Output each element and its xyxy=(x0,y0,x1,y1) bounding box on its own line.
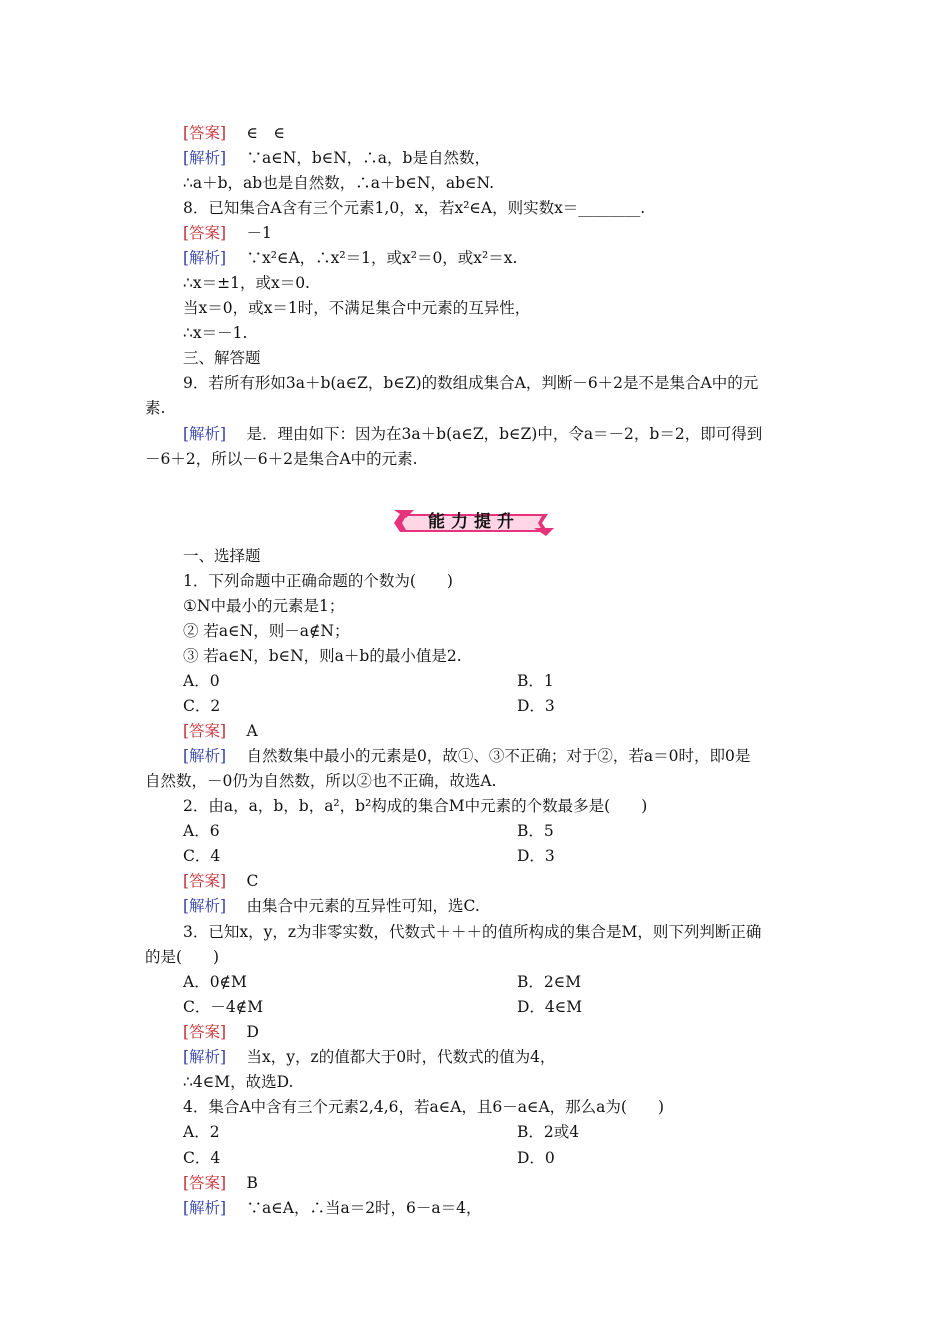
answer-tag: [答案] xyxy=(183,872,227,890)
q2-option-b: B．5 xyxy=(517,822,554,840)
q2-answer: C xyxy=(246,872,259,890)
q1-option-a: A．0 xyxy=(183,672,220,690)
q1-statement-3: ③ 若a∈N，b∈N，则a＋b的最小值是2. xyxy=(183,647,462,665)
q2-question: 2．由a，a，b，b，a²，b²构成的集合M中元素的个数最多是( ) xyxy=(183,797,648,815)
q2-option-c: C．4 xyxy=(183,847,221,865)
q4-answer: B xyxy=(246,1174,258,1192)
q3-question-2: 的是( ) xyxy=(145,948,220,966)
q8-analysis-line xyxy=(183,248,517,268)
analysis-tag: [解析] xyxy=(183,747,227,765)
answer-tag: [答案] xyxy=(183,1023,227,1041)
q4-option-d: D．0 xyxy=(517,1149,555,1167)
analysis-tag: [解析] xyxy=(183,149,227,167)
q4-question: 4．集合A中含有三个元素2,4,6，若a∈A，且6－a∈A，那么a为( ) xyxy=(183,1098,665,1116)
q1-option-b: B．1 xyxy=(517,672,554,690)
q8-answer-line xyxy=(183,223,272,243)
q3-option-c: C．－4∉M xyxy=(183,998,264,1016)
q9-analysis-1: 是．理由如下：因为在3a＋b(a∈Z，b∈Z)中，令a＝－2，b＝2，即可得到 xyxy=(246,425,763,443)
answer-tag: [答案] xyxy=(183,722,227,740)
answer-tag: [答案] xyxy=(183,124,227,142)
q4-option-a: A．2 xyxy=(183,1123,220,1141)
q1-analysis-line xyxy=(183,746,750,766)
q8-answer: －1 xyxy=(246,224,272,242)
section-heading-3: 三、解答题 xyxy=(183,349,261,367)
q4-analysis-1: ∵a∈A，∴当a＝2时，6－a＝4， xyxy=(246,1199,482,1217)
q1-option-d: D．3 xyxy=(517,697,555,715)
q3-answer-line xyxy=(183,1022,259,1042)
q3-option-a: A．0∉M xyxy=(183,973,247,991)
q7-answer-line xyxy=(183,123,285,143)
section-banner xyxy=(392,510,556,536)
q7-analysis-1: ∵a∈N，b∈N，∴a，b是自然数， xyxy=(246,149,490,167)
q1-answer: A xyxy=(246,722,258,740)
analysis-tag: [解析] xyxy=(183,1048,227,1066)
analysis-tag: [解析] xyxy=(183,425,227,443)
q7-analysis-2: ∴a＋b，ab也是自然数，∴a＋b∈N，ab∈N. xyxy=(183,174,495,192)
q2-option-d: D．3 xyxy=(517,847,555,865)
q7-answer: ∈ ∈ xyxy=(246,124,285,142)
q4-option-c: C．4 xyxy=(183,1149,221,1167)
q2-analysis-1: 由集合中元素的互异性可知，选C. xyxy=(246,897,480,915)
q8-analysis-2: ∴x＝±1，或x＝0. xyxy=(183,274,310,292)
q1-option-c: C．2 xyxy=(183,697,221,715)
q1-analysis-2: 自然数，－0仍为自然数，所以②也不正确，故选A. xyxy=(145,772,497,790)
q3-analysis-2: ∴4∈M，故选D. xyxy=(183,1073,294,1091)
q3-option-b: B．2∈M xyxy=(517,973,582,991)
q7-analysis-line xyxy=(183,148,490,168)
q9-analysis-2: －6＋2，所以－6＋2是集合A中的元素. xyxy=(145,450,418,468)
q2-option-a: A．6 xyxy=(183,822,220,840)
q1-analysis-1: 自然数集中最小的元素是0，故①、③不正确；对于②，若a＝0时，即0是 xyxy=(246,747,751,765)
q9-question-2: 素. xyxy=(145,399,166,417)
section-heading-1: 一、选择题 xyxy=(183,547,261,565)
analysis-tag: [解析] xyxy=(183,897,227,915)
q4-answer-line xyxy=(183,1173,258,1193)
q3-answer: D xyxy=(246,1023,259,1041)
q9-question-1: 9．若所有形如3a＋b(a∈Z，b∈Z)的数组成集合A，判断－6＋2是不是集合A中的元 xyxy=(183,374,759,392)
answer-tag: [答案] xyxy=(183,224,227,242)
q3-question-1: 3．已知x，y，z为非零实数，代数式＋＋＋的值所构成的集合是M，则下列判断正确 xyxy=(183,923,762,941)
answer-tag: [答案] xyxy=(183,1174,227,1192)
q3-analysis-1: 当x，y，z的值都大于0时，代数式的值为4， xyxy=(246,1048,556,1066)
q9-analysis-line xyxy=(183,424,762,444)
q8-analysis-4: ∴x＝－1. xyxy=(183,324,248,342)
q8-analysis-1: ∵x²∈A，∴x²＝1，或x²＝0，或x²＝x. xyxy=(246,249,518,267)
q8-question: 8．已知集合A含有三个元素1,0，x，若x²∈A，则实数x＝________. xyxy=(183,199,646,217)
q1-statement-2: ② 若a∈N，则－a∉N； xyxy=(183,622,350,640)
q2-answer-line xyxy=(183,871,258,891)
q8-analysis-3: 当x＝0，或x＝1时，不满足集合中元素的互异性， xyxy=(183,299,531,317)
q1-answer-line xyxy=(183,721,258,741)
banner-title: 能力提升 xyxy=(428,512,520,532)
q4-option-b: B．2或4 xyxy=(517,1123,580,1141)
analysis-tag: [解析] xyxy=(183,249,227,267)
q2-analysis-line xyxy=(183,896,480,916)
q1-statement-1: ①N中最小的元素是1； xyxy=(183,597,345,615)
q3-option-d: D．4∈M xyxy=(517,998,583,1016)
q1-question: 1．下列命题中正确命题的个数为( ) xyxy=(183,572,453,590)
analysis-tag: [解析] xyxy=(183,1199,227,1217)
q3-analysis-line xyxy=(183,1047,555,1067)
q4-analysis-line xyxy=(183,1198,482,1218)
